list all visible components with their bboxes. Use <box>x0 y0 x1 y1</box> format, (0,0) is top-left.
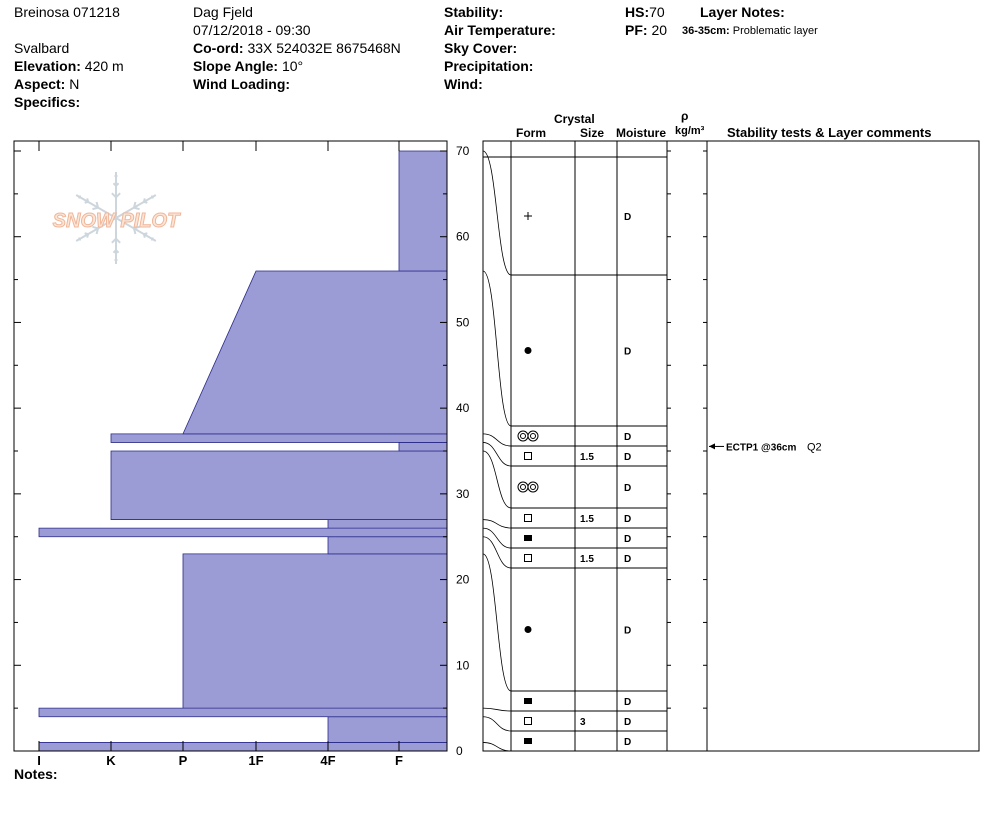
pf-label: PF: <box>625 22 648 38</box>
layer-connector <box>483 554 511 691</box>
layer-moisture: D <box>624 717 632 728</box>
elevation-value: 420 m <box>84 58 124 74</box>
layer-moisture: D <box>624 212 632 223</box>
hardness-bar-9 <box>111 434 447 443</box>
crystal-form-filled-square-icon <box>524 535 532 541</box>
crystal-form-square-icon <box>525 453 532 460</box>
crystal-form-double-ring-icon <box>518 431 538 441</box>
layer-connector <box>483 434 511 446</box>
layer-size: 3 <box>580 717 586 728</box>
sky-cover-label: Sky Cover: <box>444 40 518 56</box>
layer-moisture: D <box>624 697 632 708</box>
aspect-label: Aspect: <box>14 76 66 92</box>
coord-value: 33X 524032E 8675468N <box>247 40 401 56</box>
wind-label: Wind: <box>444 76 483 92</box>
layer-connector <box>483 742 511 751</box>
layer-connector <box>483 151 511 275</box>
y-tick-label: 70 <box>456 144 470 158</box>
layer-note-range: 36-35cm: <box>682 25 730 37</box>
layer-moisture: D <box>624 514 632 525</box>
hardness-bar-8 <box>399 442 447 451</box>
col-form: Form <box>516 126 546 140</box>
y-tick-label: 50 <box>456 315 470 330</box>
crystal-form-filled-square-icon <box>524 738 532 744</box>
stability-test-quality: Q2 <box>807 441 822 454</box>
layer-moisture: D <box>624 737 632 748</box>
y-tick-label: 60 <box>456 229 470 244</box>
hardness-label-K: K <box>106 753 116 768</box>
coord-label: Co-ord: <box>193 40 244 56</box>
layer-connector <box>483 708 511 711</box>
y-tick-label: 0 <box>456 744 463 758</box>
crystal-form-square-icon <box>525 718 532 725</box>
region: Svalbard <box>14 40 70 56</box>
layer-note-text: Problematic layer <box>732 25 818 37</box>
col-rho: ρ <box>681 109 689 123</box>
specifics-label: Specifics: <box>14 94 81 110</box>
layer-moisture: D <box>624 432 632 443</box>
logo-text: SNOW PILOT <box>52 210 180 232</box>
hardness-bar-2 <box>39 708 447 717</box>
crystal-form-dot-icon <box>525 347 532 354</box>
site-name: Breinosa 071218 <box>14 4 120 20</box>
elevation-label: Elevation: <box>14 58 81 74</box>
hs-label: HS: <box>625 4 650 20</box>
layer-connector <box>483 271 511 426</box>
slope-label: Slope Angle: <box>193 58 279 74</box>
layer-size: 1.5 <box>580 554 594 565</box>
layer-size: 1.5 <box>580 452 594 463</box>
hardness-bar-5 <box>39 528 447 537</box>
hardness-label-I: I <box>37 753 41 768</box>
col-crystal: Crystal <box>554 112 595 126</box>
layer-connector <box>483 717 511 731</box>
hardness-bar-1 <box>328 717 447 743</box>
crystal-form-double-ring-icon <box>518 482 538 492</box>
hardness-bar-11 <box>399 151 447 271</box>
layer-moisture: D <box>624 554 632 565</box>
precipitation-label: Precipitation: <box>444 58 534 74</box>
layer-moisture: D <box>624 483 632 494</box>
stability-arrow-icon <box>709 443 715 449</box>
col-size: Size <box>580 126 605 140</box>
air-temp-label: Air Temperature: <box>444 22 556 38</box>
crystal-form-square-icon <box>525 515 532 522</box>
hardness-bar-7 <box>111 451 447 520</box>
col-density-unit: kg/m³ <box>675 125 705 137</box>
layer-notes-label: Layer Notes: <box>700 4 785 20</box>
stability-test-text: ECTP1 @36cm <box>726 442 797 454</box>
hardness-bar-3 <box>183 554 447 708</box>
layer-moisture: D <box>624 625 632 637</box>
layer-connector <box>483 537 511 568</box>
layer-moisture: D <box>624 346 632 358</box>
hardness-label-4F: 4F <box>320 753 336 768</box>
layer-size: 1.5 <box>580 514 594 525</box>
crystal-form-filled-square-icon <box>524 698 532 704</box>
hardness-bar-4 <box>328 537 447 554</box>
pf-value: 20 <box>651 22 668 38</box>
date-time: 07/12/2018 - 09:30 <box>193 22 311 38</box>
hardness-bar-10 <box>183 271 447 434</box>
crystal-form-square-icon <box>525 555 532 562</box>
wind-loading-label: Wind Loading: <box>193 76 291 92</box>
slope-value: 10° <box>281 58 304 74</box>
notes-label: Notes: <box>14 766 58 782</box>
y-tick-label: 40 <box>456 401 470 416</box>
layer-connector <box>483 451 511 508</box>
col-stability: Stability tests & Layer comments <box>727 125 932 140</box>
crystal-form-dot-icon <box>525 626 532 633</box>
hs-value: 70 <box>649 4 665 20</box>
y-tick-label: 20 <box>456 572 470 587</box>
col-moisture: Moisture <box>616 126 667 140</box>
aspect-value: N <box>69 76 80 92</box>
y-tick-label: 10 <box>456 658 470 673</box>
crystal-form-plus-icon <box>524 212 532 220</box>
y-tick-label: 30 <box>456 486 470 501</box>
observer-name: Dag Fjeld <box>193 4 253 20</box>
hardness-bar-6 <box>328 520 447 529</box>
hardness-label-1F: 1F <box>248 753 264 768</box>
stability-label: Stability: <box>444 4 504 20</box>
layer-moisture: D <box>624 452 632 463</box>
hardness-bar-0 <box>39 742 447 751</box>
hardness-label-F: F <box>395 753 403 768</box>
layer-moisture: D <box>624 534 632 545</box>
hardness-label-P: P <box>178 753 188 768</box>
layer-connector <box>483 520 511 528</box>
